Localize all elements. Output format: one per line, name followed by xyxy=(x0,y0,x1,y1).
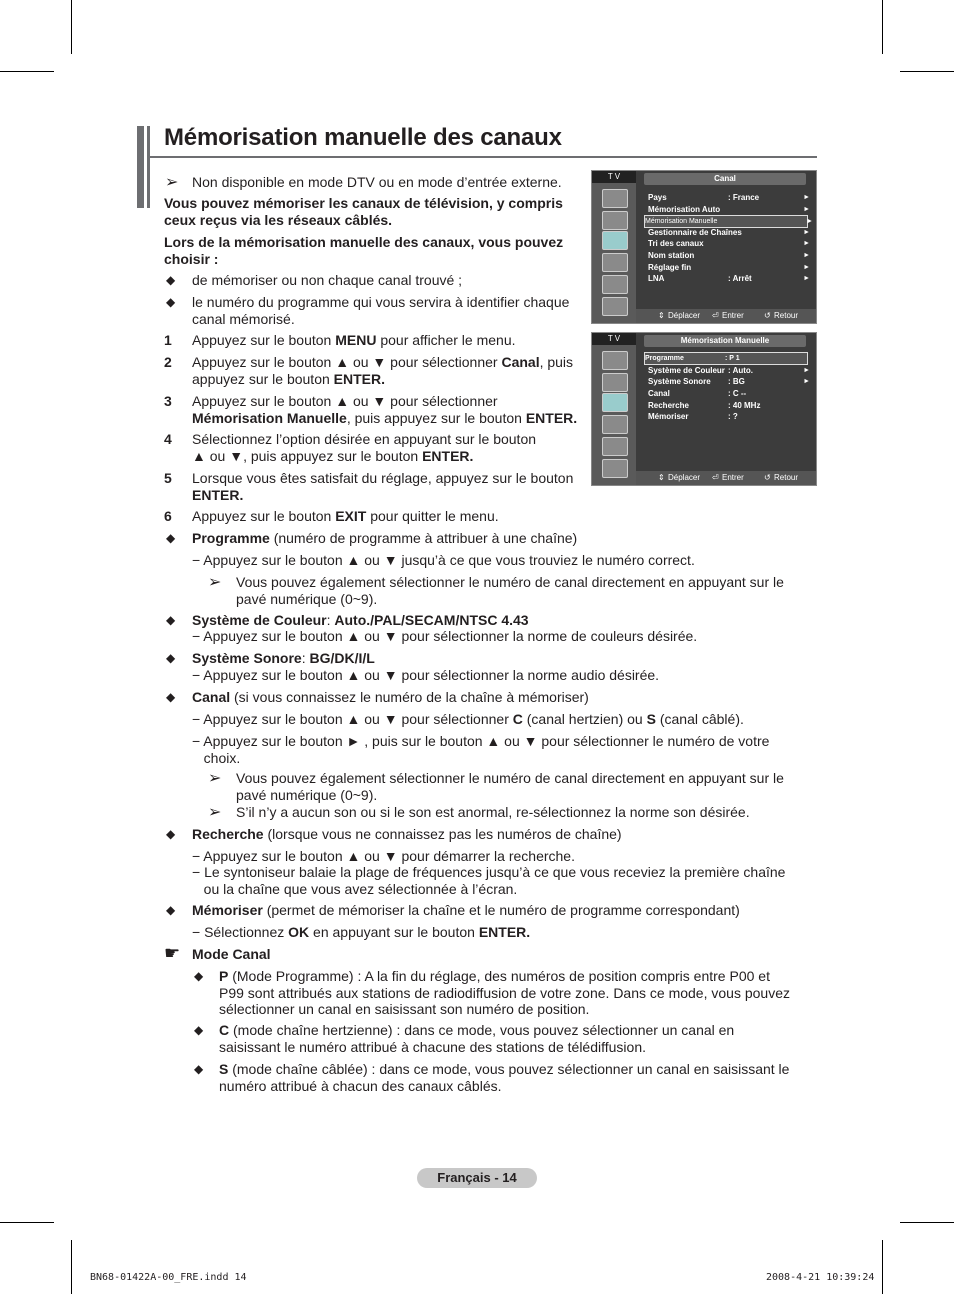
note-arrow-icon: ➢ xyxy=(208,770,222,787)
mode-c-text: C (mode chaîne hertzienne) : dans ce mode, vous pouvez sélectionner un canal en saisissant le numéro attribué à chacune des stations de télédiffusion. xyxy=(219,1022,735,1055)
page-number-badge: Français - 14 xyxy=(417,1168,537,1188)
couleur-desc: − Appuyez sur le bouton ▲ ou ▼ pour sélectionner la norme de couleurs désirée. xyxy=(192,628,698,644)
osd-header: Canal xyxy=(644,173,806,185)
note-arrow-icon: ➢ xyxy=(208,574,222,591)
canal-heading: Canal (si vous connaissez le numéro de la chaîne à mémoriser) xyxy=(192,689,589,705)
memoriser-heading: Mémoriser (permet de mémoriser la chaîne et le numéro de programme correspondant) xyxy=(192,902,740,918)
note-arrow-icon: ➢ xyxy=(208,804,222,821)
return-icon: ↺ xyxy=(764,473,771,482)
step-4-text: Sélectionnez l’option désirée en appuyant sur le bouton ▲ ou ▼, puis appuyez sur le bouton ENTER. xyxy=(192,431,537,464)
intro-paragraph: Lors de la mémorisation manuelle des canaux, vous pouvez choisir : xyxy=(164,234,564,267)
crop-mark xyxy=(71,0,72,54)
diamond-bullet-icon: ◆ xyxy=(166,690,176,704)
step-number: 1 xyxy=(164,332,172,348)
updown-icon: ⇕ xyxy=(658,311,665,320)
diamond-bullet-icon: ◆ xyxy=(166,651,176,665)
osd-footer: ⇕ Déplacer ⏎ Entrer ↺ Retour xyxy=(636,309,816,323)
diamond-bullet-icon: ◆ xyxy=(166,613,176,627)
sound-icon xyxy=(602,373,628,392)
crop-mark xyxy=(71,1240,72,1294)
osd-menu-row: Nom station ► xyxy=(648,251,810,260)
diamond-bullet-icon: ◆ xyxy=(166,531,176,545)
mode-p-text: P (Mode Programme) : A la fin du réglage, des numéros de position compris entre P00 et P99 sont attribués aux stations de radiodiffusion de votre zone. Dans ce mode, vous pouvez sélectionner un canal en saisissant son numéro de position. xyxy=(219,968,790,1017)
crop-mark xyxy=(900,71,954,72)
crop-mark xyxy=(882,1240,883,1294)
title-bar-accent xyxy=(147,126,150,208)
diamond-bullet-icon: ◆ xyxy=(194,1062,204,1076)
osd-menu-row: Gestionnaire de Chaînes ► xyxy=(648,228,810,237)
sound-icon xyxy=(602,211,628,230)
osd-tv-label: T V xyxy=(592,333,636,345)
canal-note: S’il n’y a aucun son ou si le son est anormal, re-sélectionnez la norme son désirée. xyxy=(236,804,750,820)
crop-mark xyxy=(0,1222,54,1223)
recherche-heading: Recherche (lorsque vous ne connaissez pas les numéros de chaîne) xyxy=(192,826,622,842)
enter-icon: ⏎ xyxy=(712,473,719,482)
osd-footer: ⇕ Déplacer ⏎ Entrer ↺ Retour xyxy=(636,471,816,485)
diamond-bullet-icon: ◆ xyxy=(166,295,176,309)
diamond-bullet-icon: ◆ xyxy=(166,903,176,917)
osd-menu-row: Recherche : 40 MHz xyxy=(648,401,761,410)
diamond-bullet-icon: ◆ xyxy=(194,1023,204,1037)
osd-menu-row: Tri des canaux ► xyxy=(648,239,810,248)
step-5-text: Lorsque vous êtes satisfait du réglage, appuyez sur le bouton ENTER. xyxy=(192,470,574,503)
osd-menu-row: Mémorisation Auto ► xyxy=(648,205,810,214)
input-icon xyxy=(602,275,628,294)
pointing-hand-icon: ☛ xyxy=(164,943,181,963)
recherche-desc: − Le syntoniseur balaie la plage de fréquences jusqu’à ce que vous receviez la première chaîne ou la chaîne que vous avez sélectionnée à l’écran. xyxy=(192,864,786,897)
osd-menu-row: Système de Couleur : Auto. ► xyxy=(648,366,810,375)
step-number: 4 xyxy=(164,431,172,447)
digital-icon xyxy=(602,297,628,316)
print-footer-file: BN68-01422A-00_FRE.indd 14 xyxy=(90,1272,247,1283)
canal-note: Vous pouvez également sélectionner le numéro de canal directement en appuyant sur le pavé numérique (0~9). xyxy=(236,770,784,803)
couleur-heading: Système de Couleur: Auto./PAL/SECAM/NTSC 4.43 xyxy=(192,612,529,628)
choice-item: de mémoriser ou non chaque canal trouvé ; xyxy=(192,272,463,288)
osd-canal-screen xyxy=(591,170,817,324)
picture-icon xyxy=(602,351,628,370)
diamond-bullet-icon: ◆ xyxy=(194,969,204,983)
input-icon xyxy=(602,437,628,456)
step-number: 6 xyxy=(164,508,172,524)
mode-s-text: S (mode chaîne câblée) : dans ce mode, vous pouvez sélectionner un canal en saisissant le numéro attribué à chacun des canaux câblés. xyxy=(219,1061,790,1094)
step-1-text: Appuyez sur le bouton MENU pour afficher le menu. xyxy=(192,332,516,348)
channel-icon xyxy=(602,231,628,250)
osd-menu-row: Réglage fin ► xyxy=(648,263,810,272)
step-number: 3 xyxy=(164,393,172,409)
enter-icon: ⏎ xyxy=(712,311,719,320)
crop-mark xyxy=(900,1222,954,1223)
osd-menu-row: Canal : C -- xyxy=(648,389,747,398)
updown-icon: ⇕ xyxy=(658,473,665,482)
programme-heading: Programme (numéro de programme à attribuer à une chaîne) xyxy=(192,530,578,546)
crop-mark xyxy=(882,0,883,54)
setup-icon xyxy=(602,253,628,272)
osd-menu-row: Pays : France ► xyxy=(648,193,810,202)
osd-menu-row: Système Sonore : BG ► xyxy=(648,377,810,386)
sonore-heading: Système Sonore: BG/DK/I/L xyxy=(192,650,375,666)
programme-desc: − Appuyez sur le bouton ▲ ou ▼ jusqu’à ce que vous trouviez le numéro correct. xyxy=(192,552,695,568)
step-number: 2 xyxy=(164,354,172,370)
choice-item: le numéro du programme qui vous servira à identifier chaque canal mémorisé. xyxy=(192,294,570,327)
recherche-desc: − Appuyez sur le bouton ▲ ou ▼ pour démarrer la recherche. xyxy=(192,848,575,864)
step-2-text: Appuyez sur le bouton ▲ ou ▼ pour sélectionner Canal, puis appuyez sur le bouton ENTER. xyxy=(192,354,574,387)
digital-icon xyxy=(602,459,628,478)
osd-menu-row: Mémoriser : ? xyxy=(648,412,738,421)
memoriser-desc: − Sélectionnez OK en appuyant sur le bouton ENTER. xyxy=(192,924,531,940)
title-rule xyxy=(150,156,817,158)
setup-icon xyxy=(602,415,628,434)
osd-memorisation-screen xyxy=(591,332,817,486)
title-bar-accent xyxy=(137,126,144,208)
picture-icon xyxy=(602,189,628,208)
step-number: 5 xyxy=(164,470,172,486)
diamond-bullet-icon: ◆ xyxy=(166,273,176,287)
canal-desc: − Appuyez sur le bouton ► , puis sur le bouton ▲ ou ▼ pour sélectionner le numéro de votre choix. xyxy=(192,733,770,766)
note-text: Non disponible en mode DTV ou en mode d’entrée externe. xyxy=(192,174,562,190)
osd-menu-row: LNA : Arrêt ► xyxy=(648,274,810,283)
mode-canal-heading: Mode Canal xyxy=(192,946,271,962)
step-3-text: Appuyez sur le bouton ▲ ou ▼ pour sélectionner Mémorisation Manuelle, puis appuyez sur le bouton ENTER. xyxy=(192,393,578,426)
osd-menu-row-selected: Mémorisation Manuelle ► xyxy=(644,215,808,228)
osd-tv-label: T V xyxy=(592,171,636,183)
osd-header: Mémorisation Manuelle xyxy=(644,335,806,347)
note-arrow-icon: ➢ xyxy=(165,174,179,191)
print-footer-date: 2008-4-21 10:39:24 xyxy=(766,1272,875,1283)
intro-paragraph: Vous pouvez mémoriser les canaux de télévision, y compris ceux reçus via les réseaux câblés. xyxy=(164,195,563,228)
osd-menu-row-selected: Programme : P 1 xyxy=(644,352,808,365)
channel-icon xyxy=(602,393,628,412)
crop-mark xyxy=(0,71,54,72)
canal-desc: − Appuyez sur le bouton ▲ ou ▼ pour sélectionner C (canal hertzien) ou S (canal câblé). xyxy=(192,711,744,727)
programme-note: Vous pouvez également sélectionner le numéro de canal directement en appuyant sur le pavé numérique (0~9). xyxy=(236,574,784,607)
page-title: Mémorisation manuelle des canaux xyxy=(164,124,562,151)
sonore-desc: − Appuyez sur le bouton ▲ ou ▼ pour sélectionner la norme audio désirée. xyxy=(192,667,660,683)
return-icon: ↺ xyxy=(764,311,771,320)
diamond-bullet-icon: ◆ xyxy=(166,827,176,841)
step-6-text: Appuyez sur le bouton EXIT pour quitter le menu. xyxy=(192,508,499,524)
